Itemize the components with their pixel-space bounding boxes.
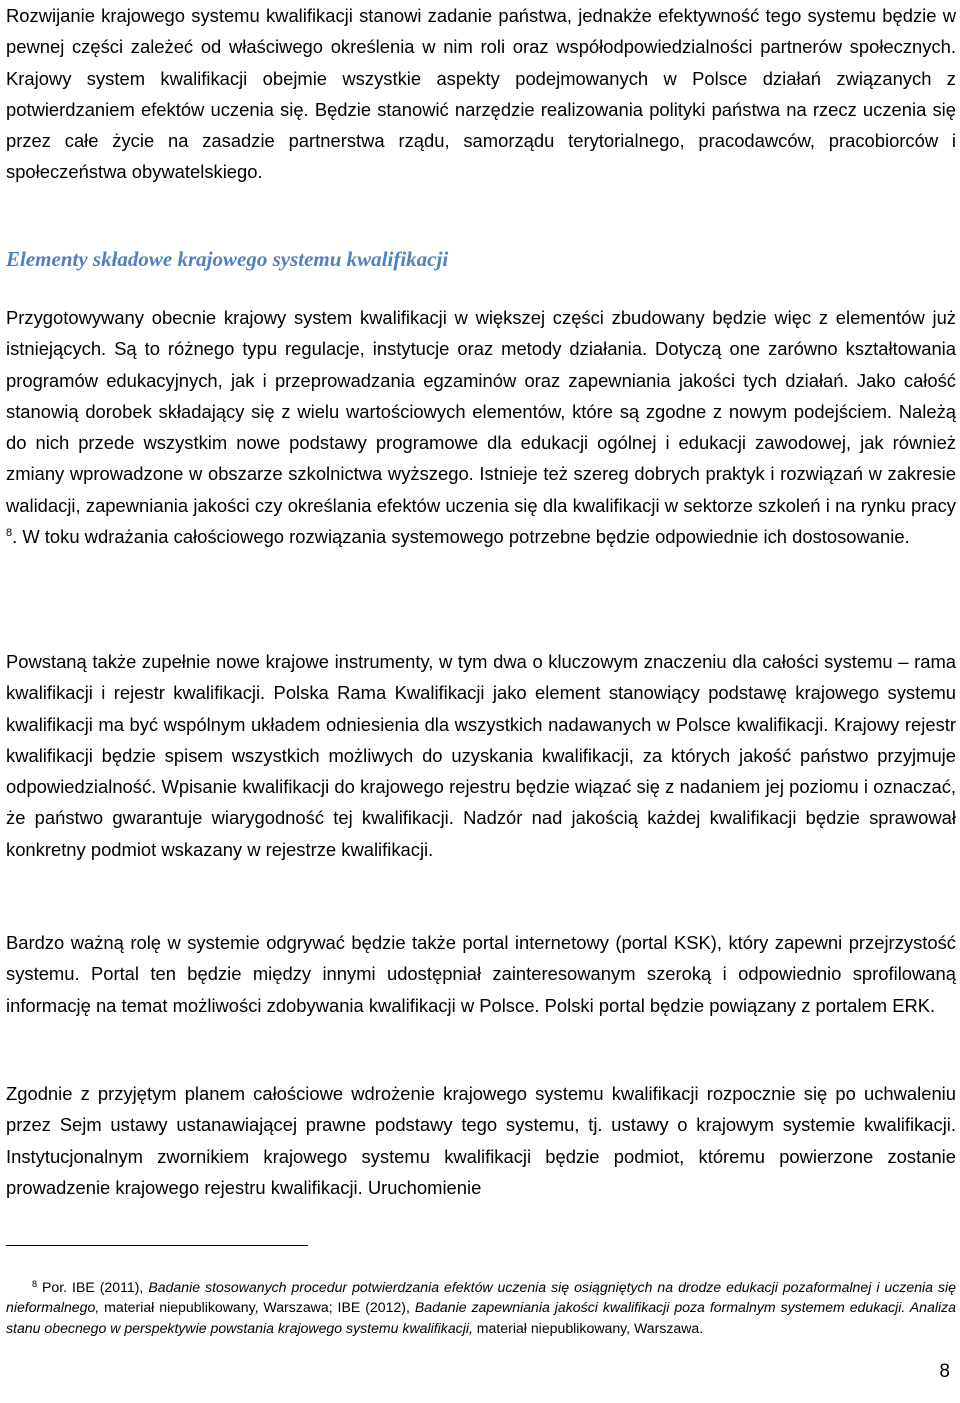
footnote-text-3: materiał niepublikowany, Warszawa. — [472, 1319, 704, 1336]
footnote-separator — [6, 1245, 308, 1246]
footnote-text-2: materiał niepublikowany, Warszawa; IBE (2012), — [99, 1299, 415, 1316]
section-heading: Elementy składowe krajowego systemu kwalifikacji — [6, 247, 449, 271]
footnote-reference[interactable]: 8 — [6, 527, 13, 540]
document-page — [6, 0, 956, 1403]
paragraph-implementation: Zgodnie z przyjętym planem całościowe wdrożenie krajowego systemu kwalifikacji rozpocznie się po uchwaleniu przez Sejm ustawy ustanawiającej prawne podstawy tego systemu, tj. ustawy o krajowym systemie kwalifikacji. Instytucjonalnym zwornikiem krajowego systemu kwalifikacji będzie podmiot, któremu powierzone zostanie prowadzenie krajowego rejestru kwalifikacji. Uruchomienie — [6, 1083, 956, 1198]
paragraph-intro: Rozwijanie krajowego systemu kwalifikacji stanowi zadanie państwa, jednakże efektywność tego systemu będzie w pewnej części zależeć od właściwego określenia w nim roli oraz współodpowiedzialności partnerów społecznych. Krajowy system kwalifikacji obejmie wszystkie aspekty podejmowanych w Polsce działań związanych z potwierdzaniem efektów uczenia się. Będzie stanowić narzędzie realizowania polityki państwa na rzecz uczenia się przez całe życie na zasadzie partnerstwa rządu, samorządu terytorialnego, pracodawców, pracobiorców i społeczeństwa obywatelskiego. — [6, 5, 956, 183]
footnote-text: Por. IBE (2011), — [42, 1279, 149, 1295]
paragraph-elements — [6, 302, 956, 552]
paragraph-elements-text-end: . W toku wdrażania całościowego rozwiązania systemowego potrzebne będzie odpowiednie ich dostosowanie. — [12, 526, 910, 548]
paragraph-elements-text: Przygotowywany obecnie krajowy system kwalifikacji w większej części zbudowany będzie więc z elementów już istniejących. Są to różnego typu regulacje, instytucje oraz metody działania. Dotyczą one zarówno kształtowania programów edukacyjnych, jak i przeprowadzania egzaminów oraz zapewniania jakości tych działań. Jako całość stanowią dorobek składający się z wielu wartościowych elementów, które są zgodne z nowym podejściem. Należą do nich przede wszystkim nowe podstawy programowe dla edukacji ogólnej i edukacji zawodowej, jak również zmiany wprowadzone w obszarze szkolnictwa wyższego. Istnieje też szereg dobrych praktyk i rozwiązań w zakresie walidacji, zapewniania jakości czy określania efektów uczenia się dla kwalifikacji w sektorze szkoleń i na rynku pracy — [6, 307, 956, 516]
footnote-title-1: Badanie stosowanych procedur potwierdzania efektów uczenia się osiągniętych na drodze edukacji pozaformalnej i uczenia się nieformalnego, — [6, 1279, 956, 1316]
paragraph-instruments: Powstaną także zupełnie nowe krajowe instrumenty, w tym dwa o kluczowym znaczeniu dla całości systemu – rama kwalifikacji i rejestr kwalifikacji. Polska Rama Kwalifikacji jako element stanowiący podstawę krajowego systemu kwalifikacji ma być wspólnym układem odniesienia dla wszystkich nadawanych w Polsce kwalifikacji. Krajowy rejestr kwalifikacji będzie spisem wszystkich możliwych do uzyskania kwalifikacji, za których jakość państwo przyjmuje odpowiedzialność. Wpisanie kwalifikacji do krajowego rejestru będzie wiązać się z nadaniem jej poziomu i oznaczać, że państwo gwarantuje wiarygodność tej kwalifikacji. Nadzór nad jakością każdej kwalifikacji będzie sprawował konkretny podmiot wskazany w rejestrze kwalifikacji. — [6, 651, 956, 860]
footnote-number: 8 — [32, 1279, 38, 1289]
footnote — [6, 1277, 956, 1338]
page-number: 8 — [939, 1361, 950, 1382]
paragraph-portal: Bardzo ważną rolę w systemie odgrywać będzie także portal internetowy (portal KSK), który zapewni przejrzystość systemu. Portal ten będzie między innymi udostępniał zainteresowanym szeroką i odpowiednio sprofilowaną informację na temat możliwości zdobywania kwalifikacji w Polsce. Polski portal będzie powiązany z portalem ERK. — [6, 932, 956, 1016]
footnote-title-2: Badanie zapewniania jakości kwalifikacji poza formalnym systemem edukacji. Analiza stanu obecnego w perspektywie powstania krajowego systemu kwalifikacji, — [6, 1299, 956, 1336]
